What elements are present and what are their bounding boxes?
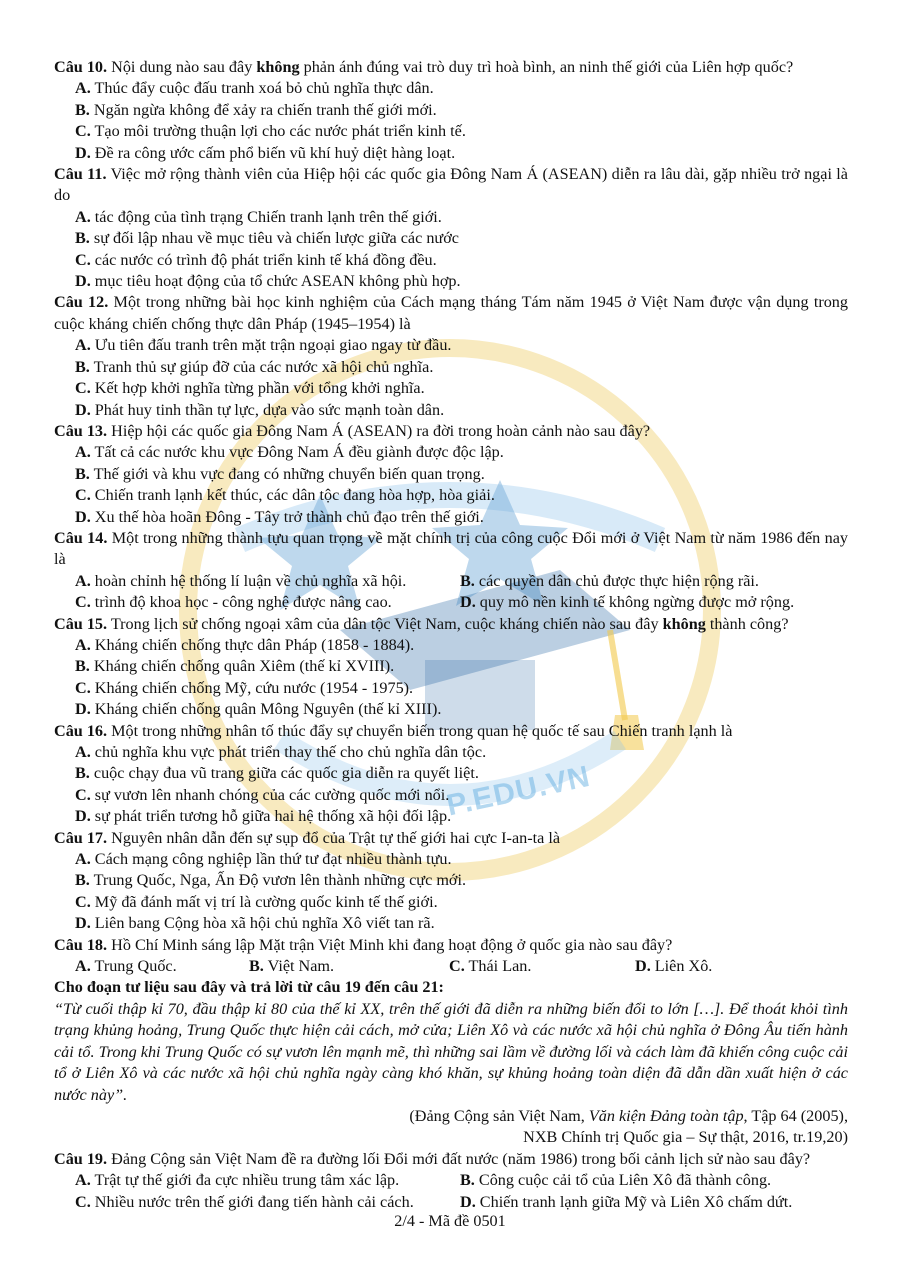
answer-option	[249, 956, 449, 977]
answer-option	[460, 571, 759, 592]
option-text: các nước có trình độ phát triển kinh tế khá đồng đều.	[90, 250, 437, 269]
answer-option	[75, 849, 848, 870]
option-letter: A.	[75, 850, 91, 869]
emphasis: không	[662, 614, 706, 633]
question-text: Một trong những thành tựu quan trọng về mặt chính trị của công cuộc Đổi mới ở Việt Nam từ năm 1986 đến nay là	[54, 528, 848, 569]
option-text: Mỹ đã đánh mất vị trí là cường quốc kinh tế thế giới.	[90, 892, 438, 911]
answer-option	[75, 763, 848, 784]
question-text: thành công?	[705, 614, 789, 633]
option-letter: B.	[75, 764, 90, 783]
option-text: chủ nghĩa khu vực phát triển thay thế cho chủ nghĩa dân tộc.	[90, 743, 487, 761]
option-letter: D.	[75, 400, 91, 419]
option-letter: D.	[635, 957, 651, 976]
option-text: Kháng chiến chống Mỹ, cứu nước (1954 - 1975).	[90, 678, 414, 697]
question-stem	[54, 292, 848, 335]
answer-option	[75, 592, 460, 613]
option-text: Phát huy tinh thần tự lực, dựa vào sức mạnh toàn dân.	[90, 400, 445, 419]
option-letter: C.	[75, 122, 91, 141]
question-number: Câu 17.	[54, 828, 108, 847]
question-text: Việc mở rộng thành viên của Hiệp hội các quốc gia Đông Nam Á (ASEAN) diễn ra lâu dài, gặp nhiều trở ngại là do	[54, 165, 848, 205]
question-stem	[54, 721, 848, 742]
answer-option	[449, 956, 635, 977]
option-letter: B.	[75, 464, 90, 483]
option-letter: B.	[249, 957, 264, 976]
option-letter: B.	[75, 657, 90, 676]
option-text: Tranh thủ sự giúp đỡ của các nước xã hội chủ nghĩa.	[89, 357, 434, 376]
option-text: Việt Nam.	[263, 957, 335, 976]
passage-intro: Cho đoạn tư liệu sau đây và trả lời từ câu 19 đến câu 21:	[54, 978, 444, 997]
option-text: Kháng chiến chống quân Mông Nguyên (thế kỉ XIII).	[90, 700, 442, 719]
question-number: Câu 16.	[54, 721, 108, 740]
option-text: Đề ra công ước cấm phổ biến vũ khí huỷ diệt hàng loạt.	[90, 143, 456, 162]
answer-option	[75, 571, 460, 592]
option-letter: C.	[75, 379, 91, 398]
option-letter: B.	[75, 357, 90, 376]
option-text: Ưu tiên đấu tranh trên mặt trận ngoại giao ngay từ đầu.	[90, 336, 452, 355]
option-text: Thúc đẩy cuộc đấu tranh xoá bỏ chủ nghĩa thực dân.	[90, 79, 434, 98]
option-text: quy mô nền kinh tế không ngừng được mở rộng.	[475, 593, 795, 612]
option-letter: A.	[75, 207, 91, 226]
answer-option	[75, 678, 848, 699]
question-stem	[54, 935, 848, 956]
option-text: trình độ khoa học - công nghệ được nâng cao.	[90, 593, 392, 612]
option-text: hoàn chỉnh hệ thống lí luận về chủ nghĩa xã hội.	[90, 571, 407, 590]
answer-option	[460, 1192, 792, 1213]
question-number: Câu 19.	[54, 1149, 108, 1168]
question-stem	[54, 164, 848, 207]
answer-option	[75, 1170, 460, 1191]
option-letter: D.	[75, 700, 91, 719]
option-text: Kết hợp khởi nghĩa từng phần với tổng khởi nghĩa.	[90, 379, 425, 398]
answer-option	[75, 121, 848, 142]
answer-option	[75, 400, 848, 421]
option-letter: D.	[460, 593, 476, 612]
answer-option	[75, 250, 848, 271]
option-letter: B.	[75, 100, 90, 119]
option-letter: C.	[75, 892, 91, 911]
answer-row	[75, 1192, 848, 1213]
answer-option	[75, 699, 848, 720]
passage-quote: “Từ cuối thập kỉ 70, đầu thập kỉ 80 của thế kỉ XX, trên thế giới đã diễn ra những biến đổi to lớn […]. Để thoát khỏi tình trạng khủng hoảng, Trung Quốc thực hiện cải cách, mở cửa; Liên Xô và các nước xã hội chủ nghĩa ở Đông Âu tiến hành cải tổ. Trong khi Trung Quốc có sự vươn lên mạnh mẽ, thì những sai lầm về đường lối và cách làm đã khiến công cuộc cải tổ ở Liên Xô và các nước xã hội chủ nghĩa ngày càng khó khăn, sự khủng hoảng toàn diện đã dẫn dần xuất hiện ở các nước này”.	[54, 999, 848, 1104]
option-text: Thái Lan.	[464, 957, 532, 976]
answer-option	[75, 207, 848, 228]
answer-option	[75, 870, 848, 891]
question-text: phản ánh đúng vai trò duy trì hoà bình, an ninh thế giới của Liên hợp quốc?	[299, 58, 794, 76]
question-text: Nội dung nào sau đây	[107, 58, 257, 76]
option-letter: C.	[75, 1192, 91, 1211]
option-text: Tất cả các nước khu vực Đông Nam Á đều giành được độc lập.	[90, 443, 504, 462]
question-text: Một trong những nhân tố thúc đẩy sự chuyển biến trong quan hệ quốc tế sau Chiến tranh lạnh là	[107, 721, 733, 740]
option-text: các quyền dân chủ được thực hiện rộng rãi.	[474, 571, 759, 590]
emphasis: không	[256, 58, 300, 76]
answer-option	[75, 956, 249, 977]
question-number: Câu 11.	[54, 165, 107, 184]
option-text: sự vươn lên nhanh chóng của các cường quốc mới nổi.	[90, 785, 450, 804]
option-text: Cách mạng công nghiệp lần thứ tư đạt nhiều thành tựu.	[90, 850, 452, 869]
option-letter: A.	[75, 571, 91, 590]
answer-option	[75, 785, 848, 806]
answer-option	[75, 442, 848, 463]
question-stem	[54, 828, 848, 849]
option-text: Công cuộc cải tổ của Liên Xô đã thành công.	[474, 1171, 772, 1190]
option-text: Nhiều nước trên thế giới đang tiến hành cải cách.	[90, 1192, 414, 1211]
answer-option	[460, 592, 794, 613]
option-letter: C.	[75, 785, 91, 804]
citation-text: , Tập 64 (2005),	[743, 1106, 848, 1125]
option-text: Trung Quốc, Nga, Ấn Độ vươn lên thành những cực mới.	[89, 871, 467, 890]
answer-row	[75, 592, 848, 613]
option-text: Xu thế hòa hoãn Đông - Tây trở thành chủ đạo trên thế giới.	[90, 507, 484, 526]
question-text: Trong lịch sử chống ngoại xâm của dân tộc Việt Nam, cuộc kháng chiến nào sau đây	[107, 614, 663, 633]
option-letter: C.	[75, 678, 91, 697]
answer-option	[75, 507, 848, 528]
option-letter: D.	[75, 143, 91, 162]
answer-option	[75, 806, 848, 827]
page-footer: 2/4 - Mã đề 0501	[394, 1212, 506, 1230]
question-text: Một trong những bài học kinh nghiệm của Cách mạng tháng Tám năm 1945 ở Việt Nam được vận dụng trong cuộc kháng chiến chống thực dân Pháp (1945–1954) là	[54, 293, 848, 333]
option-text: Kháng chiến chống quân Xiêm (thế kỉ XVIII).	[89, 657, 395, 676]
option-text: cuộc chạy đua vũ trang giữa các quốc gia diễn ra quyết liệt.	[89, 764, 479, 783]
question-number: Câu 15.	[54, 614, 108, 633]
answer-row	[75, 956, 848, 977]
answer-option	[75, 656, 848, 677]
option-letter: A.	[75, 1171, 91, 1190]
option-letter: A.	[75, 79, 91, 98]
option-letter: A.	[75, 443, 91, 462]
option-letter: A.	[75, 743, 91, 761]
option-letter: A.	[75, 336, 91, 355]
option-text: Liên bang Cộng hòa xã hội chủ nghĩa Xô viết tan rã.	[90, 914, 435, 933]
question-number: Câu 13.	[54, 421, 108, 440]
option-letter: B.	[75, 871, 90, 890]
question-text: Hiệp hội các quốc gia Đông Nam Á (ASEAN) ra đời trong hoàn cảnh nào sau đây?	[107, 421, 651, 440]
answer-option	[75, 635, 848, 656]
answer-option	[75, 892, 848, 913]
option-letter: A.	[75, 957, 91, 976]
passage-citation	[54, 1106, 848, 1127]
answer-option	[635, 956, 821, 977]
answer-option	[75, 78, 848, 99]
watermark-text: P.EDU.VN	[443, 759, 594, 823]
answer-row	[75, 571, 848, 592]
question-number: Câu 18.	[54, 935, 108, 954]
option-text: Liên Xô.	[650, 957, 713, 976]
option-letter: C.	[449, 957, 465, 976]
answer-option	[75, 357, 848, 378]
answer-option	[75, 485, 848, 506]
question-stem	[54, 57, 848, 78]
option-letter: B.	[460, 571, 475, 590]
option-text: Chiến tranh lạnh giữa Mỹ và Liên Xô chấm dứt.	[475, 1192, 793, 1211]
option-text: Trật tự thế giới đa cực nhiều trung tâm xác lập.	[90, 1171, 400, 1190]
option-letter: A.	[75, 635, 91, 654]
option-text: Ngăn ngừa không để xảy ra chiến tranh thế giới mới.	[89, 100, 437, 119]
exam-page	[54, 57, 848, 1213]
option-letter: D.	[460, 1192, 476, 1211]
answer-option	[75, 143, 848, 164]
question-number: Câu 10.	[54, 58, 108, 76]
question-text: Nguyên nhân dẫn đến sự sụp đổ của Trật tự thế giới hai cực I-an-ta là	[107, 828, 561, 847]
question-stem	[54, 421, 848, 442]
answer-option	[75, 1192, 460, 1213]
option-text: Chiến tranh lạnh kết thúc, các dân tộc đang hòa hợp, hòa giải.	[90, 486, 495, 505]
answer-option	[460, 1170, 771, 1191]
option-text: Thế giới và khu vực đang có những chuyển biến quan trọng.	[89, 464, 485, 483]
question-stem	[54, 1149, 848, 1170]
option-text: Tạo môi trường thuận lợi cho các nước phát triển kinh tế.	[90, 122, 466, 141]
question-number: Câu 14.	[54, 528, 108, 547]
option-letter: C.	[75, 250, 91, 269]
option-letter: B.	[460, 1171, 475, 1190]
option-letter: D.	[75, 507, 91, 526]
answer-option	[75, 464, 848, 485]
option-letter: B.	[75, 229, 90, 248]
option-text: Trung Quốc.	[90, 957, 177, 976]
answer-option	[75, 228, 848, 249]
question-number: Câu 12.	[54, 293, 109, 312]
question-stem	[54, 528, 848, 571]
passage-citation-publisher: NXB Chính trị Quốc gia – Sự thật, 2016, tr.19,20)	[523, 1128, 848, 1147]
option-text: Kháng chiến chống thực dân Pháp (1858 - 1884).	[90, 635, 415, 654]
option-letter: D.	[75, 807, 91, 826]
question-text: Đảng Cộng sản Việt Nam đề ra đường lối Đổi mới đất nước (năm 1986) trong bối cảnh lịch sử nào sau đây?	[107, 1149, 811, 1168]
question-stem	[54, 614, 848, 635]
option-text: mục tiêu hoạt động của tổ chức ASEAN không phù hợp.	[90, 272, 461, 291]
answer-option	[75, 271, 848, 292]
answer-option	[75, 100, 848, 121]
answer-option	[75, 335, 848, 356]
citation-text: (Đảng Cộng sản Việt Nam,	[409, 1106, 589, 1125]
option-letter: C.	[75, 593, 91, 612]
answer-option	[75, 913, 848, 934]
option-letter: C.	[75, 486, 91, 505]
answer-row	[75, 1170, 848, 1191]
question-text: Hồ Chí Minh sáng lập Mặt trận Việt Minh khi đang hoạt động ở quốc gia nào sau đây?	[107, 935, 673, 954]
option-text: sự phát triển tương hỗ giữa hai hệ thống xã hội đối lập.	[90, 807, 452, 826]
option-text: sự đối lập nhau về mục tiêu và chiến lược giữa các nước	[89, 229, 459, 248]
option-letter: D.	[75, 914, 91, 933]
answer-option	[75, 742, 848, 763]
option-text: tác động của tình trạng Chiến tranh lạnh trên thế giới.	[90, 207, 442, 226]
answer-option	[75, 378, 848, 399]
option-letter: D.	[75, 272, 91, 291]
citation-title: Văn kiện Đảng toàn tập	[588, 1106, 744, 1125]
